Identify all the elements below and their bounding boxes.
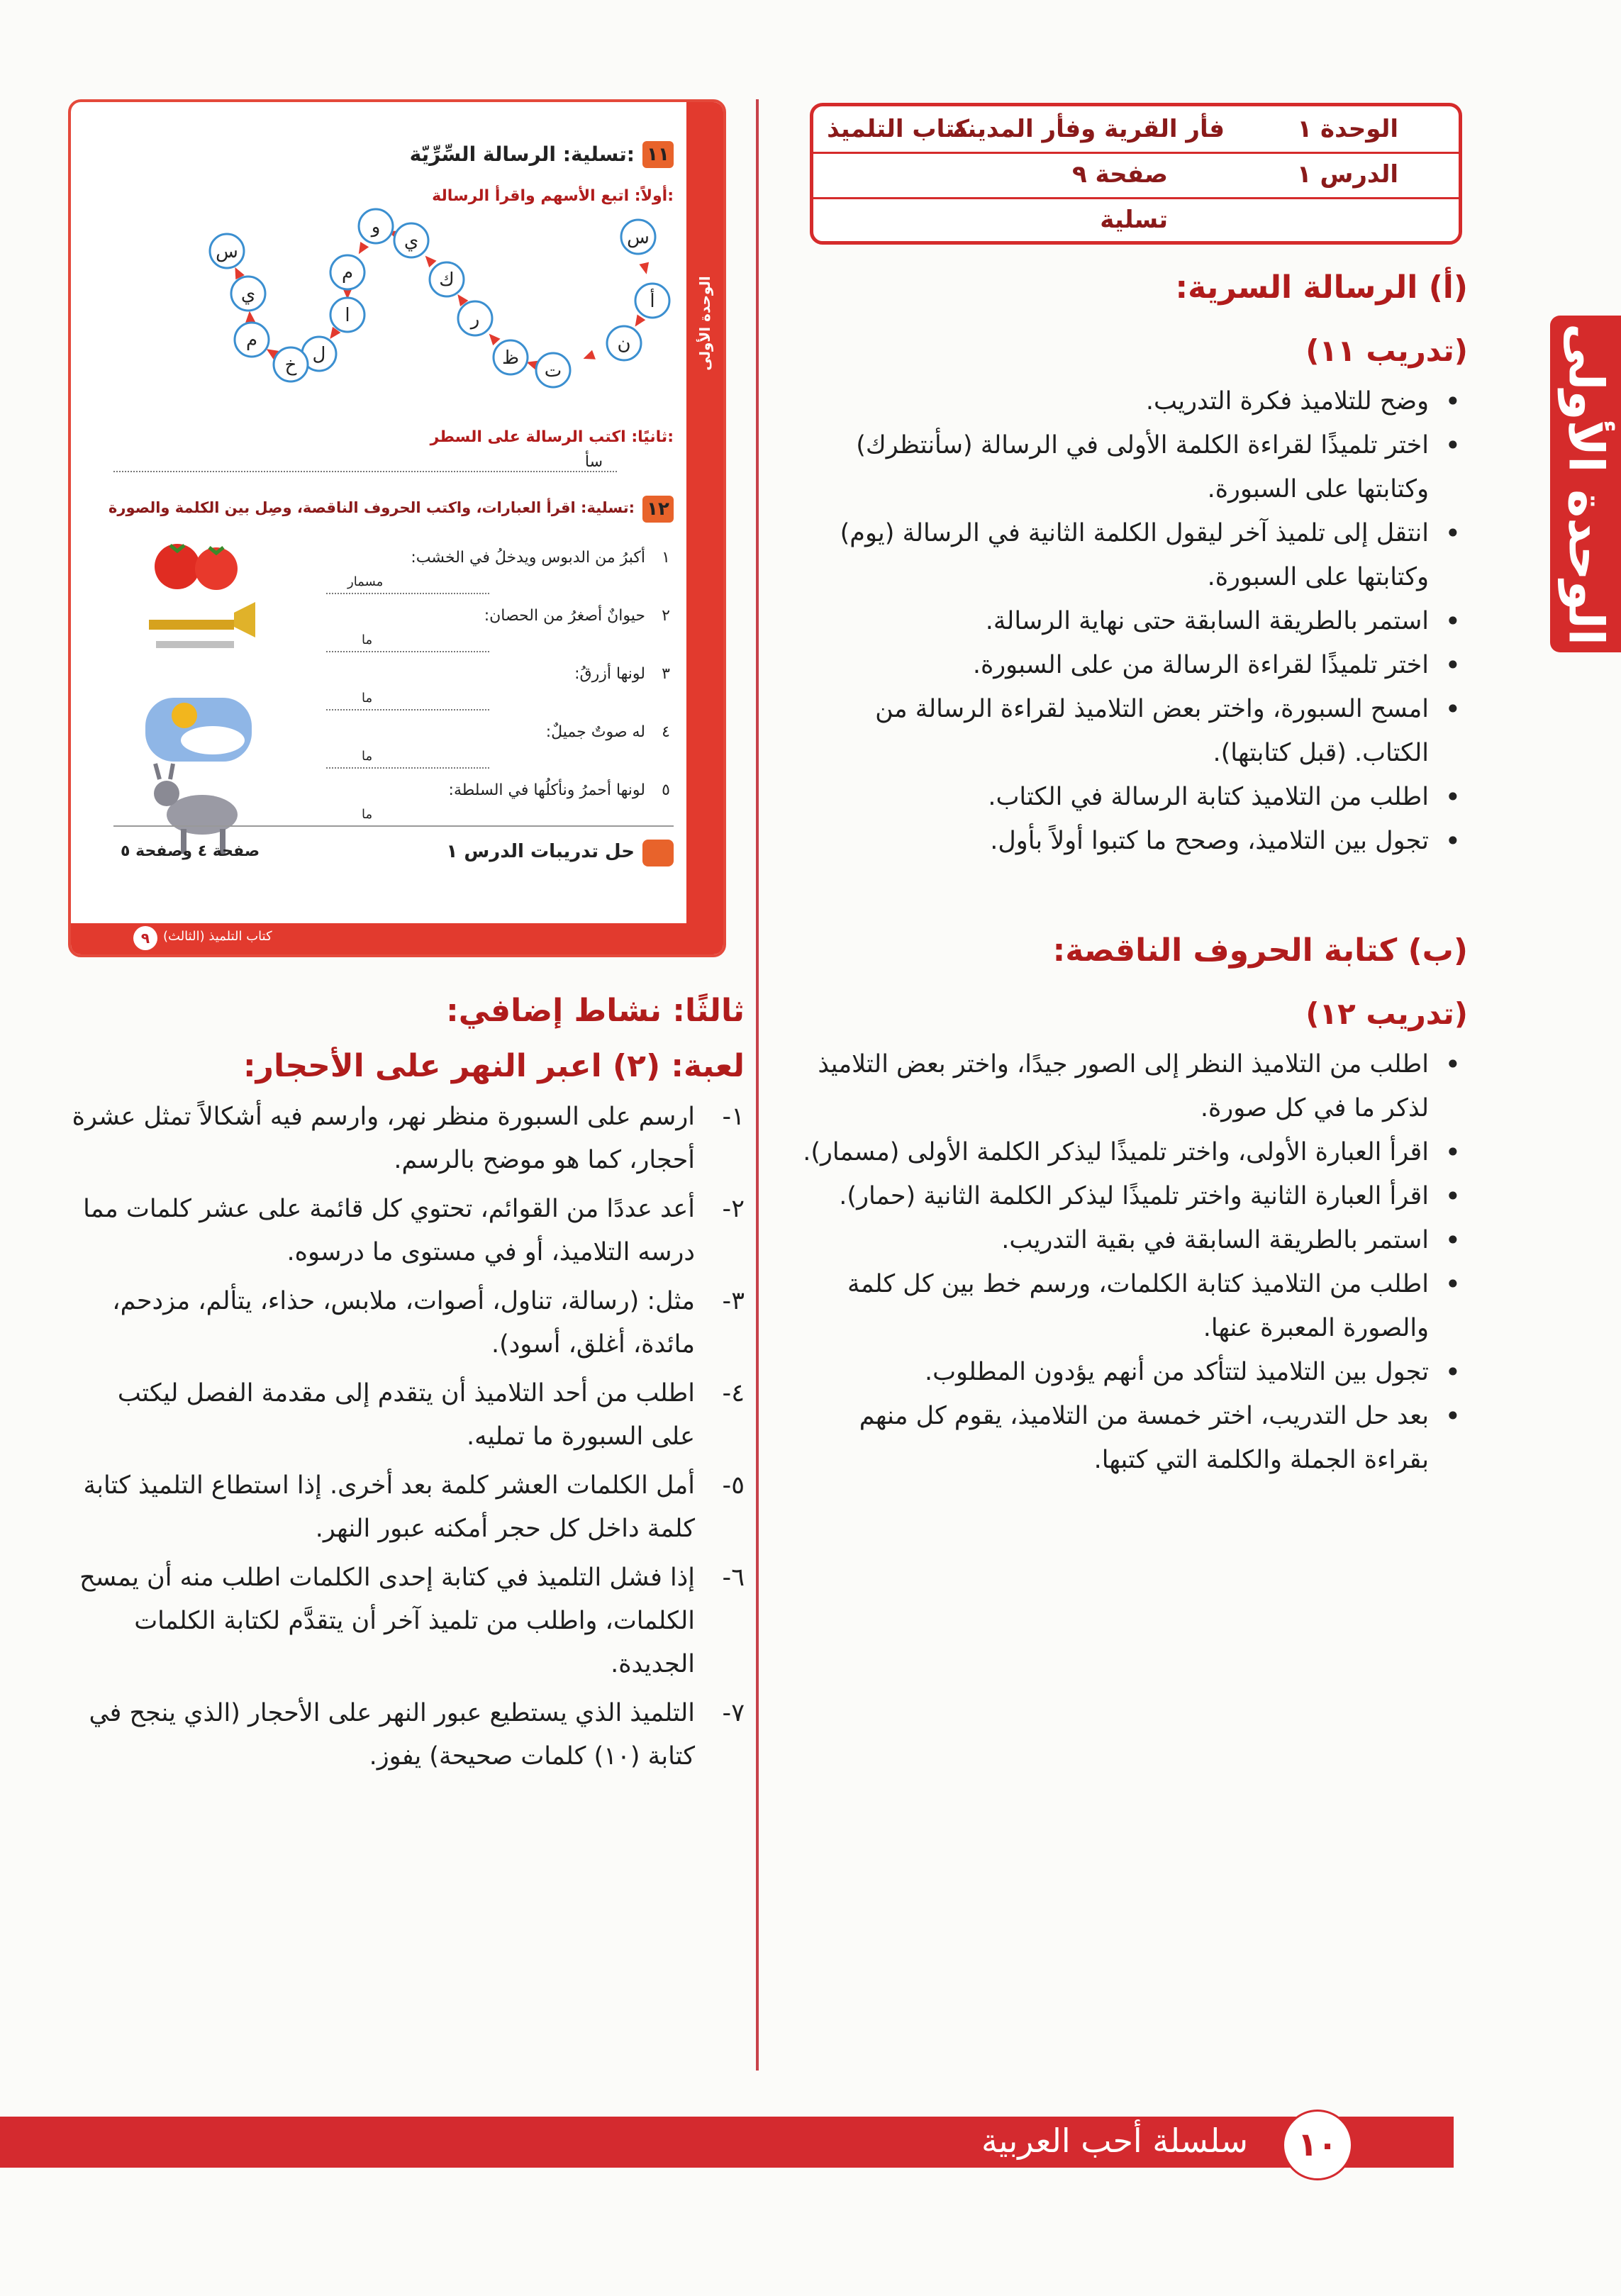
step-text: اطلب من أحد التلاميذ أن يتقدم إلى مقدمة الفصل ليكتب على السبورة ما تمليه. <box>117 1379 695 1451</box>
answer-line <box>113 471 617 472</box>
step-number: ٦- <box>722 1564 745 1592</box>
arrow-icon <box>245 311 255 323</box>
letter-label: ر <box>470 308 480 330</box>
unit-side-tab-label: الوحدة الأولى <box>1557 323 1614 645</box>
step-text: أمل الكلمات العشر كلمة بعد أخرى. إذا استطاع التلميذ كتابة كلمة داخل كل حجر أمكنه عبور النهر. <box>83 1471 695 1543</box>
game-title: لعبة: (٢) اعبر النهر على الأحجار: <box>243 1048 745 1084</box>
workbook-bottom-bar <box>71 923 723 954</box>
letter-label: س <box>216 241 238 262</box>
info-page: صفحة ٩ <box>1071 160 1168 189</box>
info-book: كتاب التلميذ <box>827 115 969 143</box>
workbook-side-strip <box>686 102 723 942</box>
arrow-icon <box>639 262 651 276</box>
item-number: ٤ <box>662 723 670 741</box>
letter-label: أ <box>650 291 655 312</box>
info-lesson: الدرس ١ <box>1296 160 1398 189</box>
list-item: • اقرأ العبارة الأولى، واختر تلميذًا ليذكر الكلمة الأولى (مسمار). <box>794 1130 1429 1174</box>
page-number: ١٠ <box>1282 2110 1353 2180</box>
series-title: سلسلة أحب العربية <box>981 2122 1248 2160</box>
exercise-11-title: تسلية: الرسالة السِّرِّيّة: <box>409 143 635 166</box>
item-answer: ما <box>362 749 373 764</box>
arrow-icon <box>631 314 646 329</box>
step-number: ٤- <box>722 1379 745 1408</box>
exercise-11-answer-prefix: سأ <box>584 453 603 471</box>
letter-label: ن <box>617 333 631 355</box>
item-answer: ما <box>362 807 373 822</box>
unit-side-tab <box>1550 316 1621 652</box>
game-steps-list <box>71 1096 745 1778</box>
letter-label: س <box>627 227 650 248</box>
exercise-11-instruction-2: ثانيًا: اكتب الرسالة على السطر: <box>430 428 674 446</box>
lesson-info-box <box>810 103 1462 245</box>
item-answer: ما <box>362 691 373 706</box>
arrow-icon <box>355 242 369 257</box>
step-number: ١- <box>722 1103 745 1131</box>
info-topic: تسلية <box>1100 206 1168 234</box>
item-number: ٥ <box>662 781 670 799</box>
letter-label: خ <box>284 355 297 376</box>
step-number: ٥- <box>722 1471 745 1500</box>
divider-line <box>113 825 674 827</box>
section-b-instructions <box>794 1042 1468 1482</box>
workbook-page-number: ٩ <box>133 926 157 950</box>
pictures-column <box>135 535 262 861</box>
step-text: التلميذ الذي يستطيع عبور النهر على الأحجار (الذي ينجح في كتابة (١٠) كلمات صحيحة) يفوز. <box>89 1699 695 1771</box>
homework-pages: صفحة ٤ وصفحة ٥ <box>121 842 260 860</box>
list-item: • تجول بين التلاميذ لتتأكد من أنهم يؤدون المطلوب. <box>794 1350 1429 1394</box>
item-answer: ما <box>362 632 373 647</box>
answer-line <box>326 651 489 652</box>
step-text: إذا فشل التلميذ في كتابة إحدى الكلمات اطلب منه أن يمسح الكلمات، واطلب من تلميذ آخر أن يتقدَّم لكتابة الكلمات الجديدة. <box>79 1564 695 1678</box>
list-item: • استمر بالطريقة السابقة حتى نهاية الرسالة. <box>794 599 1429 643</box>
item-text: أكبرُ من الدبوس ويدخلُ في الخشب: <box>411 549 645 567</box>
step-text: ارسم على السبورة منظر نهر، وارسم فيه أشكالاً تمثل عشرة أحجار، كما هو موضح بالرسم. <box>72 1103 695 1174</box>
info-row-lesson <box>813 152 1459 199</box>
list-item <box>71 1464 745 1551</box>
section-b-heading: (ب) كتابة الحروف الناقصة: <box>1052 932 1468 969</box>
step-text: مثل: (رسالة، تناول، أصوات، ملابس، حذاء، يتألم، مزدحم، مائدة، أغلق، أسود). <box>112 1287 695 1359</box>
list-item: • وضح للتلاميذ فكرة التدريب. <box>794 379 1429 423</box>
item-text: حيوانٌ أصغرُ من الحصان: <box>484 607 645 625</box>
letter-label: ا <box>345 305 350 326</box>
tomato-icon <box>155 544 238 590</box>
list-item: • اختر تلميذًا لقراءة الكلمة الأولى في الرسالة (سأنتظرك) وكتابتها على السبورة. <box>794 423 1429 511</box>
homework-task: حل تدريبات الدرس ١ <box>446 841 635 862</box>
arrow-icon <box>421 252 436 267</box>
section-c-heading: ثالثًا: نشاط إضافي: <box>446 993 745 1029</box>
item-number: ١ <box>662 549 670 567</box>
homework-badge <box>642 840 674 866</box>
list-item <box>71 1096 745 1182</box>
exercise-12-heading: (تدريب ١٢) <box>1305 996 1468 1031</box>
info-row-topic <box>813 197 1459 241</box>
arrow-icon <box>485 330 500 345</box>
letter-label: ظ <box>501 347 520 369</box>
letter-label: ل <box>312 344 326 365</box>
letter-label: ك <box>439 269 455 291</box>
list-item <box>71 1188 745 1274</box>
info-unit-title: فأر القرية وفأر المدينة <box>952 115 1225 143</box>
section-a-bullet-list <box>794 379 1468 863</box>
list-item: • اختر تلميذًا لقراءة الرسالة من على السبورة. <box>794 643 1429 687</box>
list-item: • تجول بين التلاميذ، وصحح ما كتبوا أولاً بأول. <box>794 819 1429 863</box>
letter-label: م <box>341 262 354 284</box>
exercise-12-title: تسلية: اقرأ العبارات، واكتب الحروف الناقصة، وصِل بين الكلمة والصورة: <box>108 499 635 516</box>
section-a-instructions <box>794 379 1468 863</box>
column-divider <box>756 99 759 2071</box>
answer-line <box>326 709 489 710</box>
section-b-bullet-list <box>794 1042 1468 1482</box>
letter-label: ي <box>403 230 419 252</box>
list-item: • بعد حل التدريب، اختر خمسة من التلاميذ، يقوم كل منهم بقراءة الجملة والكلمة التي كتبها. <box>794 1394 1429 1482</box>
list-item: • انتقل إلى تلميذ آخر ليقول الكلمة الثانية في الرسالة (يوم) وكتابتها على السبورة. <box>794 511 1429 599</box>
donkey-icon <box>154 764 238 854</box>
letter-nodes <box>210 209 669 387</box>
list-item <box>71 1556 745 1686</box>
letter-label: ت <box>544 360 562 381</box>
info-row-unit <box>813 106 1459 154</box>
answer-line <box>326 767 489 769</box>
section-a-heading: (أ) الرسالة السرية: <box>1175 269 1468 306</box>
item-text: له صوتٌ جميلٌ: <box>545 723 645 741</box>
exercise-11-badge: ١١ <box>642 141 674 168</box>
step-number: ٢- <box>722 1195 745 1223</box>
list-item <box>71 1280 745 1366</box>
item-text: لونها أزرقُ: <box>574 665 645 683</box>
workbook-page-image <box>68 99 726 957</box>
list-item: • اقرأ العبارة الثانية واختر تلميذًا ليذكر الكلمة الثانية (حمار). <box>794 1174 1429 1218</box>
step-number: ٣- <box>722 1287 745 1315</box>
exercise-11-heading: (تدريب ١١) <box>1305 333 1468 368</box>
exercise-11-instruction: أولاً: اتبع الأسهم واقرأ الرسالة: <box>432 187 674 205</box>
list-item <box>71 1372 745 1459</box>
trumpet-icon <box>149 602 255 648</box>
list-item: • اطلب من التلاميذ كتابة الرسالة في الكتاب. <box>794 775 1429 819</box>
arrow-icon <box>581 350 596 364</box>
letter-label: و <box>371 216 381 238</box>
exercise-12-badge: ١٢ <box>642 496 674 523</box>
item-number: ٣ <box>662 665 670 683</box>
step-text: أعد عددًا من القوائم، تحتوي كل قائمة على عشر كلمات مما درسه التلاميذ، أو في مستوى ما درسوه. <box>83 1195 695 1266</box>
item-text: لونها أحمرُ ونأكلُها في السلطة: <box>448 781 645 799</box>
step-number: ٧- <box>722 1699 745 1727</box>
item-answer: مسمار <box>347 574 384 589</box>
item-number: ٢ <box>662 607 670 625</box>
list-item: • امسح السبورة، واختر بعض التلاميذ لقراءة الرسالة من الكتاب. (قبل كتابتها). <box>794 687 1429 775</box>
info-unit: الوحدة ١ <box>1297 115 1398 143</box>
list-item: • اطلب من التلاميذ كتابة الكلمات، ورسم خط بين كل كلمة والصورة المعبرة عنها. <box>794 1262 1429 1350</box>
list-item: • اطلب من التلاميذ النظر إلى الصور جيدًا، واختر بعض التلاميذ لذكر ما في كل صورة. <box>794 1042 1429 1130</box>
list-item: • استمر بالطريقة السابقة في بقية التدريب. <box>794 1218 1429 1262</box>
letter-label: ي <box>240 284 256 305</box>
answer-line <box>326 593 489 594</box>
letter-label: م <box>245 330 258 351</box>
game-steps <box>71 1096 745 1784</box>
workbook-side-label: الوحدة الأولى <box>696 276 713 371</box>
sky-icon <box>145 698 252 762</box>
workbook-bottom-label: كتاب التلميذ (الثالث) <box>163 929 272 944</box>
list-item <box>71 1692 745 1778</box>
